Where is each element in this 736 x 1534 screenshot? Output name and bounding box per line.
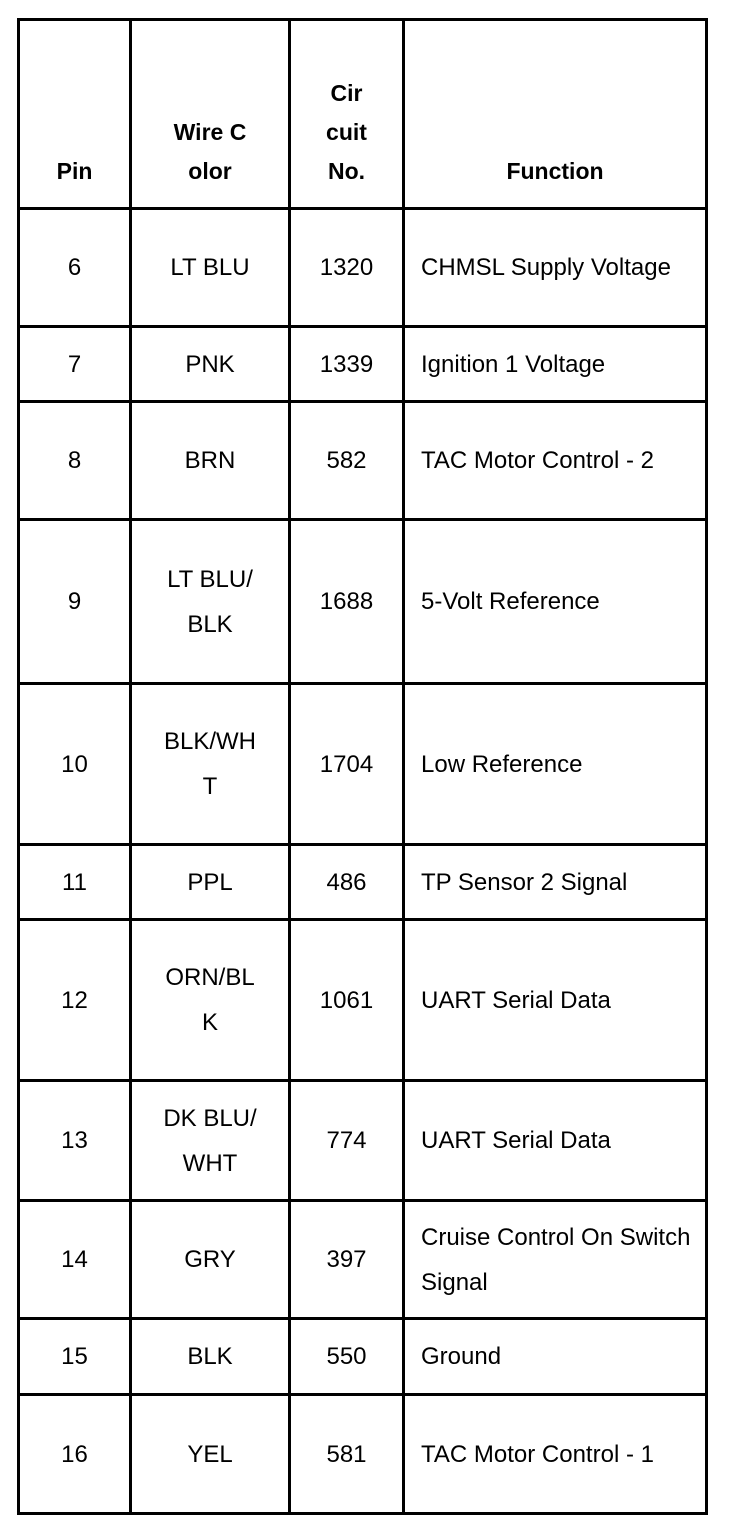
wire-color-text: ORN/BLK bbox=[165, 964, 255, 1036]
wire-color-cell bbox=[131, 327, 290, 402]
header-circuit-no-label: Circuit No. bbox=[326, 80, 367, 184]
pin-cell: 15 bbox=[19, 1319, 131, 1395]
table-row bbox=[19, 520, 707, 684]
table-row bbox=[19, 327, 707, 402]
function-cell: UART Serial Data bbox=[404, 1081, 707, 1201]
pin-cell: 10 bbox=[19, 684, 131, 845]
circuit-no-cell: 774 bbox=[290, 1081, 404, 1201]
header-wire-color-label: Wire Color bbox=[173, 119, 247, 184]
wire-color-text: PPL bbox=[187, 868, 233, 896]
wire-color-text: BLK/WHT bbox=[164, 728, 257, 800]
table-row bbox=[19, 1081, 707, 1201]
circuit-no-cell: 550 bbox=[290, 1319, 404, 1395]
header-wire-color bbox=[131, 20, 290, 209]
table-row bbox=[19, 402, 707, 520]
pin-cell: 9 bbox=[19, 520, 131, 684]
wire-color-text: LT BLU bbox=[170, 254, 250, 281]
pin-cell: 14 bbox=[19, 1201, 131, 1319]
table-row bbox=[19, 920, 707, 1081]
function-cell: Ground bbox=[404, 1319, 707, 1395]
circuit-no-cell: 1704 bbox=[290, 684, 404, 845]
circuit-no-cell: 1339 bbox=[290, 327, 404, 402]
wire-color-text: YEL bbox=[187, 1440, 233, 1468]
header-pin-label: Pin bbox=[56, 158, 93, 184]
header-circuit-no bbox=[290, 20, 404, 209]
pin-cell: 11 bbox=[19, 845, 131, 920]
wire-color-cell bbox=[131, 1081, 290, 1201]
wire-color-cell bbox=[131, 402, 290, 520]
table-header-row bbox=[19, 20, 707, 209]
circuit-no-cell: 582 bbox=[290, 402, 404, 520]
circuit-no-cell: 397 bbox=[290, 1201, 404, 1319]
table-row bbox=[19, 209, 707, 327]
wire-color-cell bbox=[131, 920, 290, 1081]
pin-cell: 13 bbox=[19, 1081, 131, 1201]
table-row bbox=[19, 684, 707, 845]
wire-color-text: BLK bbox=[187, 1343, 233, 1370]
circuit-no-cell: 581 bbox=[290, 1395, 404, 1514]
circuit-no-cell: 486 bbox=[290, 845, 404, 920]
header-pin bbox=[19, 20, 131, 209]
function-cell: TAC Motor Control - 2 bbox=[404, 402, 707, 520]
function-cell: TAC Motor Control - 1 bbox=[404, 1395, 707, 1514]
wire-color-text: LT BLU/BLK bbox=[167, 565, 253, 638]
function-cell: Cruise Control On Switch Signal bbox=[404, 1201, 707, 1319]
wire-color-cell bbox=[131, 845, 290, 920]
table-row bbox=[19, 1395, 707, 1514]
wire-color-cell bbox=[131, 684, 290, 845]
circuit-no-cell: 1061 bbox=[290, 920, 404, 1081]
function-cell: CHMSL Supply Voltage bbox=[404, 209, 707, 327]
table-row bbox=[19, 845, 707, 920]
header-function bbox=[404, 20, 707, 209]
pin-cell: 6 bbox=[19, 209, 131, 327]
wire-color-text: DK BLU/WHT bbox=[163, 1104, 257, 1177]
wire-color-text: GRY bbox=[184, 1246, 236, 1273]
header-function-label: Function bbox=[506, 158, 604, 184]
table-row bbox=[19, 1201, 707, 1319]
function-cell: 5-Volt Reference bbox=[404, 520, 707, 684]
connector-pinout-table bbox=[17, 18, 708, 1515]
wire-color-cell bbox=[131, 1201, 290, 1319]
function-cell: UART Serial Data bbox=[404, 920, 707, 1081]
circuit-no-cell: 1320 bbox=[290, 209, 404, 327]
pin-cell: 12 bbox=[19, 920, 131, 1081]
pin-cell: 16 bbox=[19, 1395, 131, 1514]
circuit-no-cell: 1688 bbox=[290, 520, 404, 684]
wire-color-cell bbox=[131, 1395, 290, 1514]
wire-color-text: BRN bbox=[184, 447, 236, 474]
table-row bbox=[19, 1319, 707, 1395]
pin-cell: 7 bbox=[19, 327, 131, 402]
function-cell: TP Sensor 2 Signal bbox=[404, 845, 707, 920]
function-cell: Low Reference bbox=[404, 684, 707, 845]
wire-color-cell bbox=[131, 1319, 290, 1395]
function-cell: Ignition 1 Voltage bbox=[404, 327, 707, 402]
wire-color-text: PNK bbox=[185, 350, 235, 378]
wire-color-cell bbox=[131, 520, 290, 684]
wire-color-cell bbox=[131, 209, 290, 327]
pin-cell: 8 bbox=[19, 402, 131, 520]
